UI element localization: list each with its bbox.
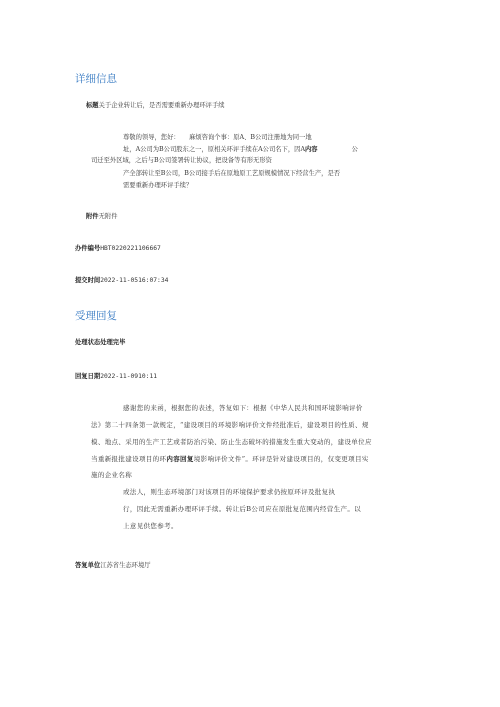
attachment-row bbox=[86, 212, 117, 221]
question-line bbox=[123, 145, 358, 154]
question-line: 尊敬的领导，您好： 麻烦咨询个事：原A、B公司注册地为同一地 bbox=[123, 134, 312, 141]
question-line: 司迁至外区域，之后与B公司签署转让协议，把设备等有形无形资 bbox=[91, 157, 272, 164]
reply-unit-row bbox=[75, 561, 151, 570]
reply-line: 感谢您的来函，根据您的表述，答复如下：根据《中华人民共和国环境影响评价 bbox=[123, 404, 363, 412]
question-text: 公 bbox=[351, 146, 358, 153]
question-text: 址，A公司为B公司股东之一，原相关环评手续在A公司名下，因A bbox=[123, 146, 305, 153]
title-row bbox=[86, 101, 225, 110]
reply-date-label: 回复日期 bbox=[75, 373, 101, 380]
detail-heading: 详细信息 bbox=[75, 73, 117, 85]
keyword-highlight: 内容回复 bbox=[166, 455, 194, 463]
reply-line: 法》第二十四条第一款规定，“建设项目的环境影响评价文件经批准后，建设项目的性质、规 bbox=[91, 421, 369, 429]
keyword-highlight: 内容 bbox=[305, 146, 318, 153]
reply-date-row bbox=[75, 372, 157, 381]
status-value: 处理完毕 bbox=[100, 339, 126, 346]
question-line: 需要重新办理环评手续？ bbox=[123, 182, 193, 189]
status-label: 处理状态 bbox=[75, 339, 101, 346]
reply-heading: 受理回复 bbox=[75, 310, 117, 322]
reply-unit-value: 江苏省生态环境厅 bbox=[100, 562, 151, 569]
serial-row bbox=[75, 244, 161, 253]
submit-value: 2022-11-0516:07:34 bbox=[100, 277, 169, 284]
reply-unit-label: 答复单位 bbox=[75, 562, 101, 569]
reply-line: 施的企业名称 bbox=[91, 471, 133, 479]
reply-line: 或法人，则生态环境部门对该项目的环境保护要求仍按原环评及批复执 bbox=[123, 488, 336, 496]
attachment-label: 附件 bbox=[86, 213, 99, 220]
status-row bbox=[75, 338, 125, 347]
reply-line: 行，因此无需重新办理环评手续。转让后B公司应在原批复范围内经营生产。以 bbox=[123, 505, 362, 513]
serial-value: HBT0220221106667 bbox=[100, 245, 161, 252]
reply-line: 模、地点、采用的生产工艺或者防治污染、防止生态破坏的措施发生重大变动的，建设单位应 bbox=[91, 438, 372, 446]
reply-date-value: 2022-11-0910:11 bbox=[100, 373, 158, 380]
attachment-value: 无附件 bbox=[98, 213, 118, 220]
reply-text: 境影响评价文件”。环评是针对建设项目的，仅变更项目实 bbox=[193, 455, 369, 463]
reply-line: 上意见供您参考。 bbox=[123, 522, 178, 530]
serial-label: 办件编号 bbox=[75, 245, 101, 252]
reply-text: 当重新报批建设项目的环 bbox=[91, 455, 167, 463]
submit-row bbox=[75, 276, 168, 285]
submit-label: 提交时间 bbox=[75, 277, 101, 284]
title-label: 标题 bbox=[86, 102, 99, 109]
title-value: 关于企业转让后，是否需要重新办理环评手续 bbox=[98, 102, 225, 109]
reply-line bbox=[91, 454, 369, 464]
question-line: 产全部转让至B公司，B公司接手后在原地原工艺原规模情况下经营生产，是否 bbox=[123, 170, 341, 177]
